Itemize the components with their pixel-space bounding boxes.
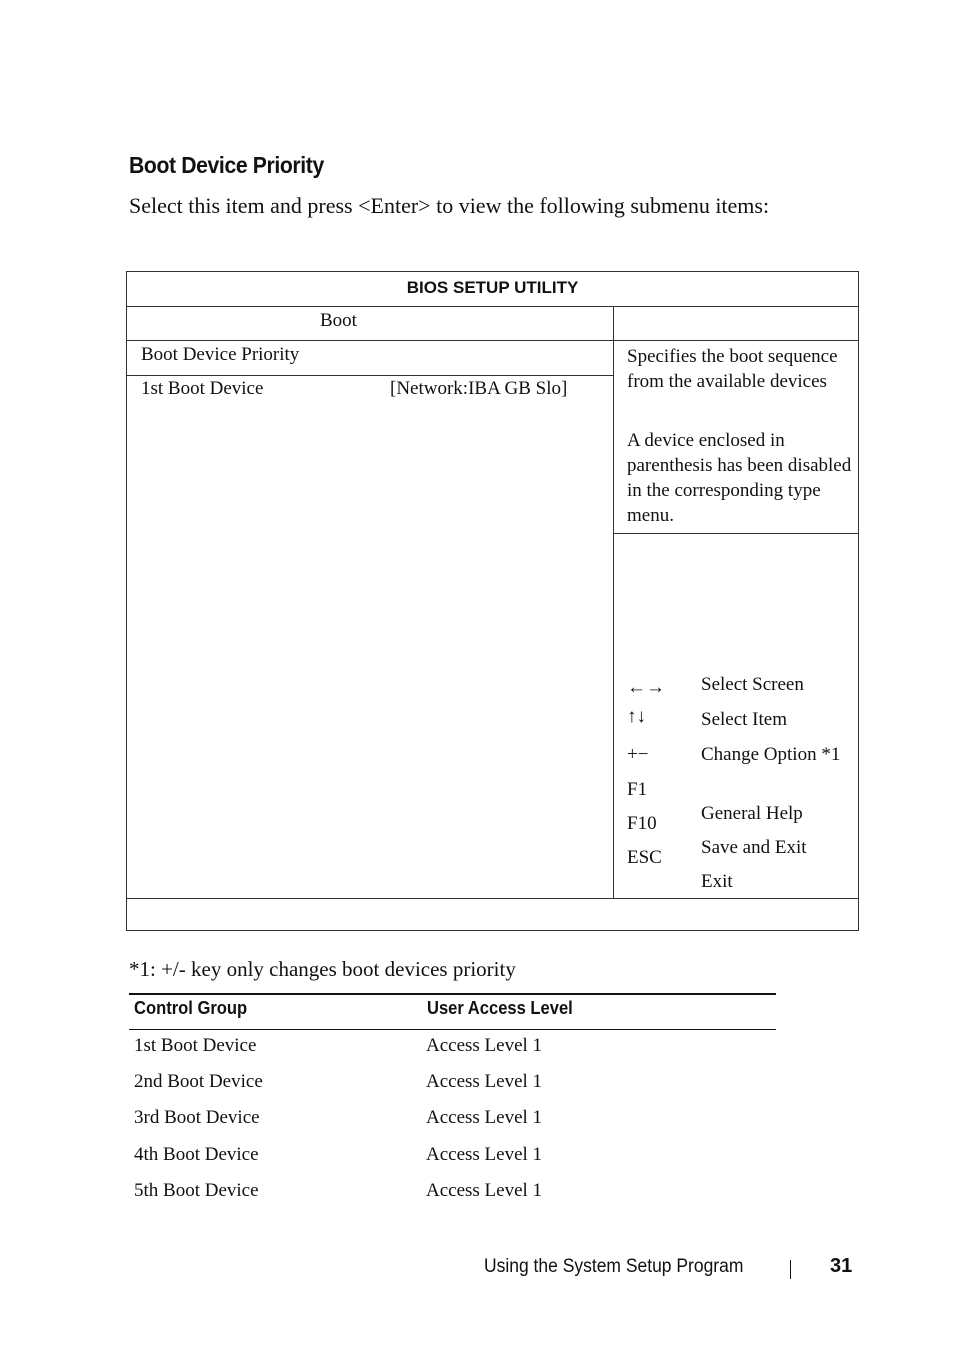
bios-tab-row	[127, 307, 858, 341]
footer-divider	[790, 1260, 791, 1279]
key-desc-select-item: Select Item	[701, 709, 787, 730]
header-control-group: Control Group	[134, 998, 248, 1018]
key-desc-exit: Exit	[701, 871, 733, 892]
header-user-access-level: User Access Level	[427, 998, 573, 1018]
tab-boot[interactable]: Boot	[320, 310, 357, 331]
table-cell-access: Access Level 1	[426, 1107, 543, 1128]
bios-title: BIOS SETUP UTILITY	[127, 272, 858, 307]
table-row: 2nd Boot Device	[134, 1071, 263, 1092]
boot-device-priority-label: Boot Device Priority	[141, 344, 300, 365]
left-right-arrows-icon: ←→	[627, 677, 665, 698]
table-cell-access: Access Level 1	[426, 1035, 543, 1056]
table-row: 4th Boot Device	[134, 1144, 259, 1165]
first-boot-device-item[interactable]: 1st Boot Device	[141, 378, 264, 399]
bottom-separator	[127, 898, 858, 899]
table-row: 5th Boot Device	[134, 1180, 259, 1201]
help-separator	[614, 533, 858, 534]
f10-key: F10	[627, 813, 657, 834]
intro-text: Select this item and press <Enter> to view the following submenu items:	[129, 193, 770, 218]
section-heading: Boot Device Priority	[129, 152, 324, 178]
up-down-arrows-icon: ↑↓	[627, 706, 646, 727]
footnote: *1: +/- key only changes boot devices priority	[129, 957, 516, 981]
bios-setup-screen	[126, 271, 859, 931]
table-cell-access: Access Level 1	[426, 1180, 543, 1201]
key-desc-save-and-exit: Save and Exit	[701, 837, 807, 858]
group-separator	[127, 375, 613, 376]
plus-minus-key: +−	[627, 744, 649, 765]
first-boot-device-value[interactable]: [Network:IBA GB Slo]	[390, 378, 568, 399]
key-desc-select-screen: Select Screen	[701, 674, 804, 695]
key-desc-general-help: General Help	[701, 803, 803, 824]
table-top-rule	[129, 993, 776, 995]
help-text-boot-sequence: Specifies the boot sequence from the available devices	[627, 346, 838, 392]
table-row: 1st Boot Device	[134, 1035, 257, 1056]
table-row: 3rd Boot Device	[134, 1107, 260, 1128]
table-cell-access: Access Level 1	[426, 1144, 543, 1165]
page-number: 31	[830, 1255, 853, 1277]
table-header-rule	[129, 1029, 776, 1030]
help-text-disabled-device: A device enclosed in parenthesis has been disabled in the corresponding type menu.	[627, 430, 852, 526]
panel-divider	[613, 307, 614, 899]
f1-key: F1	[627, 779, 648, 800]
table-cell-access: Access Level 1	[426, 1071, 543, 1092]
key-desc-change-option: Change Option *1	[701, 744, 841, 765]
footer-chapter-title: Using the System Setup Program	[484, 1256, 744, 1277]
esc-key: ESC	[627, 847, 662, 868]
